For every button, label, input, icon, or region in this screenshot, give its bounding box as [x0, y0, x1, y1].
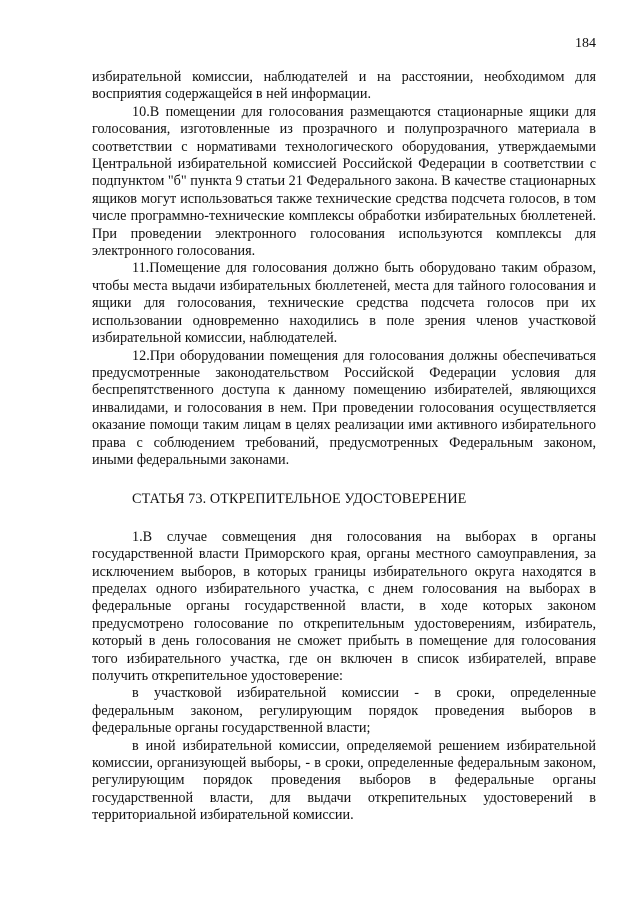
paragraph-item-11: 11.Помещение для голосования должно быть оборудовано таким образом, чтобы места выдачи избирательных бюллетеней, места для тайного голосования и ящики для голосования, технические средства подсчета голосов при их использовании одновременно находились в поле зрения членов участковой избирательной комиссии, наблюдателей. — [92, 260, 596, 347]
article-heading: СТАТЬЯ 73. ОТКРЕПИТЕЛЬНОЕ УДОСТОВЕРЕНИЕ — [132, 491, 467, 508]
paragraph-continuation: избирательной комиссии, наблюдателей и на расстоянии, необходимом для восприятия содержащейся в ней информации. — [92, 69, 596, 103]
paragraph-item-10: 10.В помещении для голосования размещаются стационарные ящики для голосования, изготовленные из прозрачного и полупрозрачного материала в соответствии с нормативами технологического оборудования, утверждаемыми Центральной избирательной комиссией Российской Федерации в соответствии с подпунктом "б" пункта 9 статьи 21 Федерального закона. В качестве стационарных ящиков могут использоваться также технические средства подсчета голосов, в том числе программно-технические комплексы обработки избирательных бюллетеней. При проведении электронного голосования используются комплексы для электронного голосования. — [92, 103, 596, 260]
paragraph-item-12: 12.При оборудовании помещения для голосования должны обеспечиваться предусмотренные законодательством Российской Федерации условия для беспрепятственного доступа к данному помещению избирателей, являющихся инвалидами, и голосования в нем. При проведении голосования осуществляется оказание помощи таким лицам в целях реализации ими активного избирательного права с соблюдением требований, предусмотренных Федеральным законом, иными федеральными законами. — [92, 347, 596, 468]
page-body — [92, 69, 596, 825]
article-paragraph-precinct-commission: в участковой избирательной комиссии - в сроки, определенные федеральным законом, регулирующим порядок проведения выборов в федеральные органы государственной власти; — [92, 685, 596, 737]
article-paragraph-1: 1.В случае совмещения дня голосования на выборах в органы государственной власти Приморского края, органы местного самоуправления, за исключением выборов, в которых границы избирательного округа находятся в пределах одного избирательного участка, с днем голосования на выборах в федеральные органы государственной власти, в ходе которых законом предусмотрено голосование по открепительным удостоверениям, избиратель, который в день голосования не сможет прибыть в помещение для голосования того избирательного участка, где он включен в список избирателей, вправе получить открепительное удостоверение: — [92, 528, 596, 684]
article-paragraph-other-commission: в иной избирательной комиссии, определяемой решением избирательной комиссии, организующей выборы, - в сроки, определенные федеральным законом, регулирующим порядок проведения выборов в федеральные органы государственной власти, для выдачи открепительных удостоверений в территориальной избирательной комиссии. — [92, 737, 596, 824]
page-number: 184 — [575, 36, 596, 51]
